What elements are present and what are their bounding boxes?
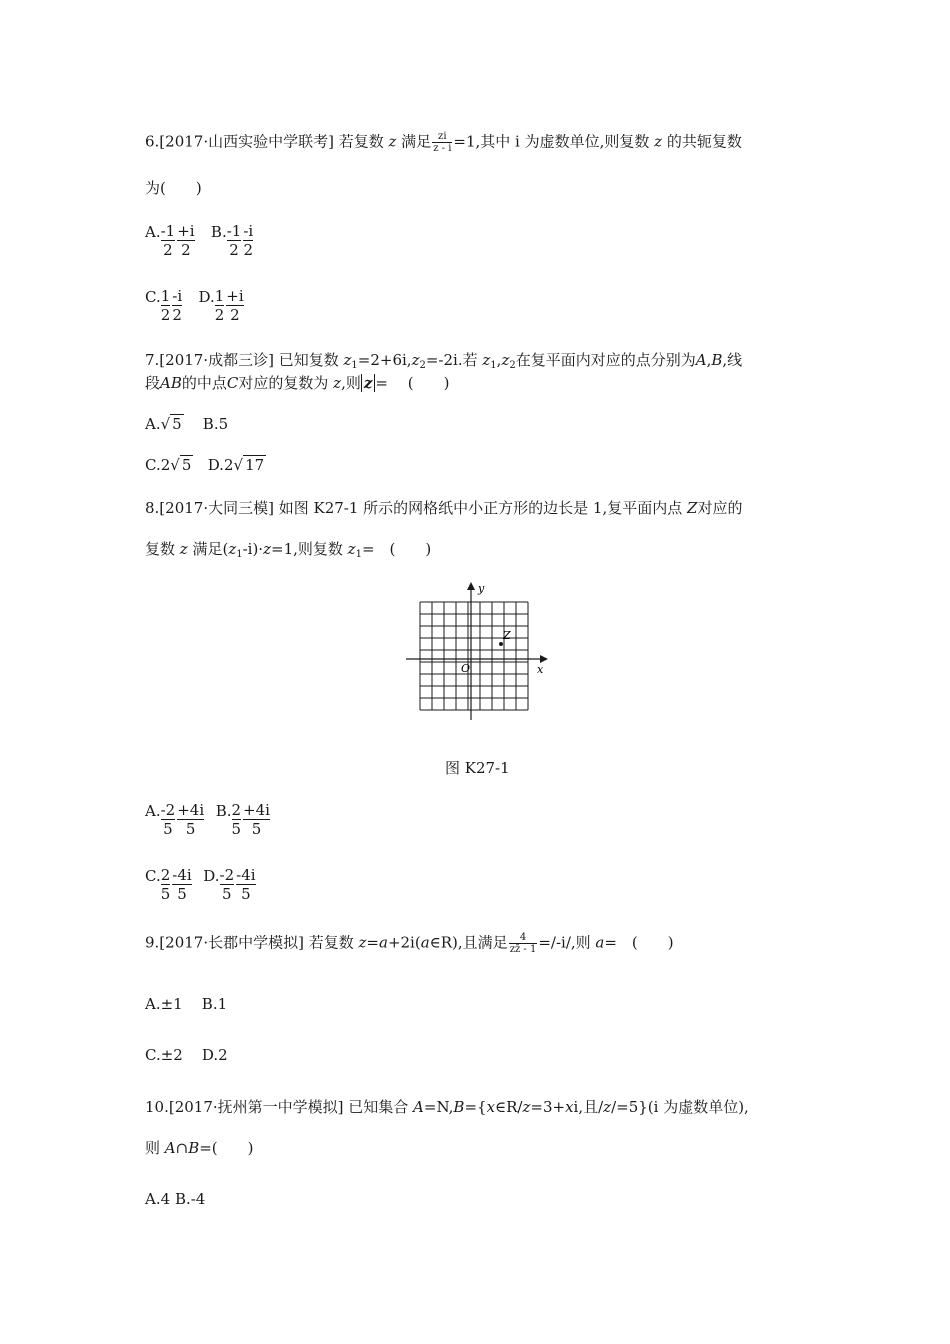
q6-option-a-frac1 (161, 222, 176, 259)
q8-options-ab (145, 801, 272, 838)
q6-var-z: z (654, 132, 663, 151)
text-fragment: -2 (160, 801, 176, 819)
point-z (499, 642, 503, 646)
q10-stem-line1 (145, 1097, 749, 1117)
q10-option-a: A.4 (145, 1190, 171, 1208)
text-fragment: 2 (243, 241, 254, 259)
text-fragment: 1 (160, 287, 171, 305)
q9-options-ab (145, 994, 227, 1014)
text-fragment: 4 (509, 932, 538, 944)
text-fragment: +i (226, 287, 244, 305)
q6-stem-line1 (145, 131, 742, 154)
text-fragment: 2 (229, 241, 239, 259)
text-fragment: 对应的复数为 (238, 374, 334, 392)
q7-options-cd (145, 455, 266, 475)
q6-option-c-frac2 (172, 287, 182, 324)
q6-option-c-label: C. (145, 288, 161, 306)
text-fragment (220, 866, 235, 903)
text-fragment: D. (203, 867, 220, 885)
text-fragment: 2 (172, 306, 182, 324)
text-fragment: i,且/ (573, 1098, 604, 1116)
text-fragment: z (411, 351, 420, 369)
text-fragment: zz̄ - 1 (509, 944, 537, 955)
origin-label: O (461, 662, 471, 675)
q6-option-c-frac1 (161, 287, 171, 324)
q7-option-a-sqrt: √ 5 (160, 415, 182, 433)
text-fragment: z (522, 1098, 531, 1116)
text-fragment (172, 866, 191, 903)
text-fragment: A (695, 351, 707, 369)
q8-stem-line2 (145, 539, 431, 565)
q6-option-d-label: D. (198, 288, 215, 306)
q6-option-d-frac1 (215, 287, 225, 324)
y-axis-arrow (467, 582, 475, 590)
q10-option-b: B.-4 (174, 1190, 206, 1208)
text-fragment: 在复平面内对应的点分别为 (515, 351, 696, 369)
text-fragment: -1 (160, 222, 176, 240)
text-fragment: 5 (222, 885, 232, 903)
axes (406, 582, 548, 720)
text-fragment: z (228, 540, 237, 558)
text-fragment: z (179, 540, 188, 558)
q7-option-b: B.5 (202, 415, 229, 433)
text-fragment (161, 866, 171, 903)
grid (420, 602, 528, 710)
q8-options-cd (145, 866, 258, 903)
text-fragment: B (188, 1139, 200, 1157)
text-fragment: 2 (160, 306, 171, 324)
q6-text: 满足 (396, 132, 432, 151)
text-fragment: A (413, 1098, 424, 1116)
text-fragment: 的中点 (181, 374, 227, 392)
text-fragment: -i)· (242, 540, 264, 558)
text-fragment: 5 (177, 885, 187, 903)
text-fragment: -i (172, 287, 183, 305)
text-fragment: C. (145, 867, 161, 885)
q6-frac-num: zi (432, 131, 452, 143)
text-fragment: z (343, 351, 352, 369)
q7-option-c-sqrt: √ 5 (170, 456, 192, 474)
text-fragment: =-2i.若 (425, 351, 483, 369)
text-fragment: z (603, 1098, 612, 1116)
text-fragment: 复数 (145, 540, 180, 558)
text-fragment: =3+ (530, 1098, 566, 1116)
q9-option-a: A.±1 (145, 995, 183, 1013)
text-fragment: x (486, 1098, 496, 1116)
text-fragment: z (358, 933, 367, 952)
q6-text: 的共轭复数 (662, 132, 742, 151)
text-fragment: B (453, 1098, 465, 1116)
text-fragment: 5 (241, 885, 251, 903)
text-fragment: z (482, 351, 491, 369)
text-fragment: 5 (163, 820, 173, 838)
text-fragment: +2i( (387, 933, 421, 952)
text-fragment: +i (177, 222, 195, 240)
q6-options-cd (145, 287, 246, 324)
text-fragment: 1 (214, 287, 225, 305)
q6-option-d-frac2 (226, 287, 243, 324)
text-fragment: 则 (145, 1139, 165, 1157)
text-fragment: 1 (355, 549, 362, 560)
text-fragment: 5 (185, 820, 196, 838)
q6-option-a-frac2 (177, 222, 194, 259)
text-fragment: a (378, 933, 388, 952)
text-fragment: 对应的 (697, 499, 743, 517)
text-fragment: 17 (245, 456, 265, 474)
text-fragment: A (164, 1139, 176, 1157)
text-fragment: ,线 (722, 351, 743, 369)
text-fragment: 1 (490, 360, 497, 371)
text-fragment (232, 801, 242, 838)
text-fragment: +4i (177, 801, 205, 819)
q8-stem-line1 (145, 498, 742, 518)
text-fragment: /=5}(i 为虚数单位), (611, 1098, 749, 1116)
text-fragment: 5 (231, 820, 242, 838)
text-fragment: 2 (230, 306, 240, 324)
complex-plane-grid-figure (400, 580, 560, 720)
text-fragment: -2 (219, 866, 235, 884)
text-fragment: 2 (214, 306, 225, 324)
text-fragment: 2 (509, 360, 516, 371)
text-fragment: 2 (419, 360, 426, 371)
q7-abs-z: z (361, 374, 376, 392)
text-fragment: a (595, 933, 605, 952)
text-fragment: 2 (160, 866, 171, 884)
text-fragment: 8.[2017·大同三模] 如图 K27-1 所示的网格纸中小正方形的边长是 1,复平面内点 (145, 499, 688, 517)
text-fragment (161, 801, 176, 838)
q9-option-c: C.±2 (145, 1046, 183, 1064)
text-fragment: z (347, 540, 356, 558)
text-fragment: 段 (145, 374, 161, 392)
text-fragment: = ( ) (361, 540, 432, 558)
text-fragment: AB (160, 374, 182, 392)
figure-caption: 图 K27-1 (445, 759, 510, 777)
text-fragment: 1 (351, 360, 358, 371)
text-fragment: 2 (181, 241, 191, 259)
q9-stem (145, 932, 674, 955)
q6-option-a-label: A. (145, 223, 161, 241)
q9-options-cd (145, 1045, 228, 1065)
q7-stem-line2 (145, 373, 449, 393)
text-fragment: ∈R/ (495, 1098, 523, 1116)
text-fragment: =( ) (199, 1139, 254, 1157)
text-fragment: , (706, 351, 712, 369)
text-fragment: +4i (243, 801, 270, 819)
q6-text: =1,其中 i 为虚数单位,则复数 (453, 132, 655, 151)
text-fragment: = ( ) (375, 374, 450, 392)
text-fragment: 5 (251, 820, 262, 838)
q6-stem-line2: 为( ) (145, 179, 202, 197)
text-fragment: ∈R),且满足 (429, 933, 508, 952)
text-fragment: a (420, 933, 430, 952)
text-fragment: -4i (172, 866, 192, 884)
text-fragment: , (496, 351, 502, 369)
x-axis-arrow (540, 655, 548, 663)
text-fragment: Z (687, 499, 698, 517)
text-fragment: -4i (236, 866, 256, 884)
text-fragment: = ( ) (604, 933, 674, 952)
q6-option-b-frac1 (227, 222, 242, 259)
text-fragment: ∩ (175, 1139, 189, 1157)
text-fragment: A. (145, 802, 161, 820)
text-fragment (243, 801, 270, 838)
text-fragment: =1,则复数 (271, 540, 348, 558)
text-fragment: 1 (236, 549, 243, 560)
text-fragment: 2 (163, 241, 173, 259)
text-fragment: =N, (423, 1098, 454, 1116)
text-fragment: 满足( (187, 540, 229, 558)
q7-options-ab (145, 414, 228, 434)
text-fragment: C (226, 374, 239, 392)
text-fragment: 5 (181, 456, 192, 474)
text-fragment: ,则 (341, 374, 361, 392)
q10-options (145, 1189, 205, 1209)
q6-options-ab (145, 222, 255, 259)
q6-fraction (432, 131, 452, 154)
text-fragment: 10.[2017·抚州第一中学模拟] 已知集合 (145, 1098, 414, 1116)
text-fragment: =2+6i, (357, 351, 412, 369)
text-fragment: 5 (172, 415, 182, 433)
text-fragment: z (333, 374, 342, 392)
y-axis-label: y (478, 582, 485, 595)
q6-option-b-label: B. (210, 223, 227, 241)
text-fragment: 7.[2017·成都三诊] 已知复数 (145, 351, 344, 369)
text-fragment: = (366, 933, 379, 952)
q7-option-d-label: D.2 (207, 456, 234, 474)
text-fragment: 2 (231, 801, 242, 819)
text-fragment: z (501, 351, 510, 369)
text-fragment: ={ (464, 1098, 487, 1116)
q9-fraction (509, 932, 538, 955)
text-fragment: -i (243, 222, 254, 240)
text-fragment (236, 866, 255, 903)
text-fragment: B. (215, 802, 232, 820)
x-axis-label: x (537, 663, 544, 676)
q6-option-b-frac2 (243, 222, 253, 259)
text-fragment: B (711, 351, 723, 369)
text-fragment (177, 801, 204, 838)
q9-option-b: B.1 (201, 995, 228, 1013)
text-fragment: 5 (160, 885, 171, 903)
q6-lead: 6.[2017·山西实验中学联考] 若复数 (145, 132, 389, 151)
text-fragment: =/-i/,则 (538, 933, 596, 952)
q6-frac-den: z - i (433, 143, 452, 154)
point-z-label: Z (503, 629, 511, 642)
q7-option-d-sqrt: √ 17 (233, 456, 265, 474)
text-fragment: 9.[2017·长郡中学模拟] 若复数 (145, 933, 359, 952)
text-fragment: x (565, 1098, 574, 1116)
q7-option-a-label: A. (145, 415, 161, 433)
q6-var-z: z (388, 132, 397, 151)
q9-option-d: D.2 (201, 1046, 228, 1064)
text-fragment: -1 (226, 222, 242, 240)
text-fragment: z (263, 540, 271, 558)
q10-stem-line2 (145, 1138, 254, 1158)
q7-option-c-label: C.2 (145, 456, 171, 474)
